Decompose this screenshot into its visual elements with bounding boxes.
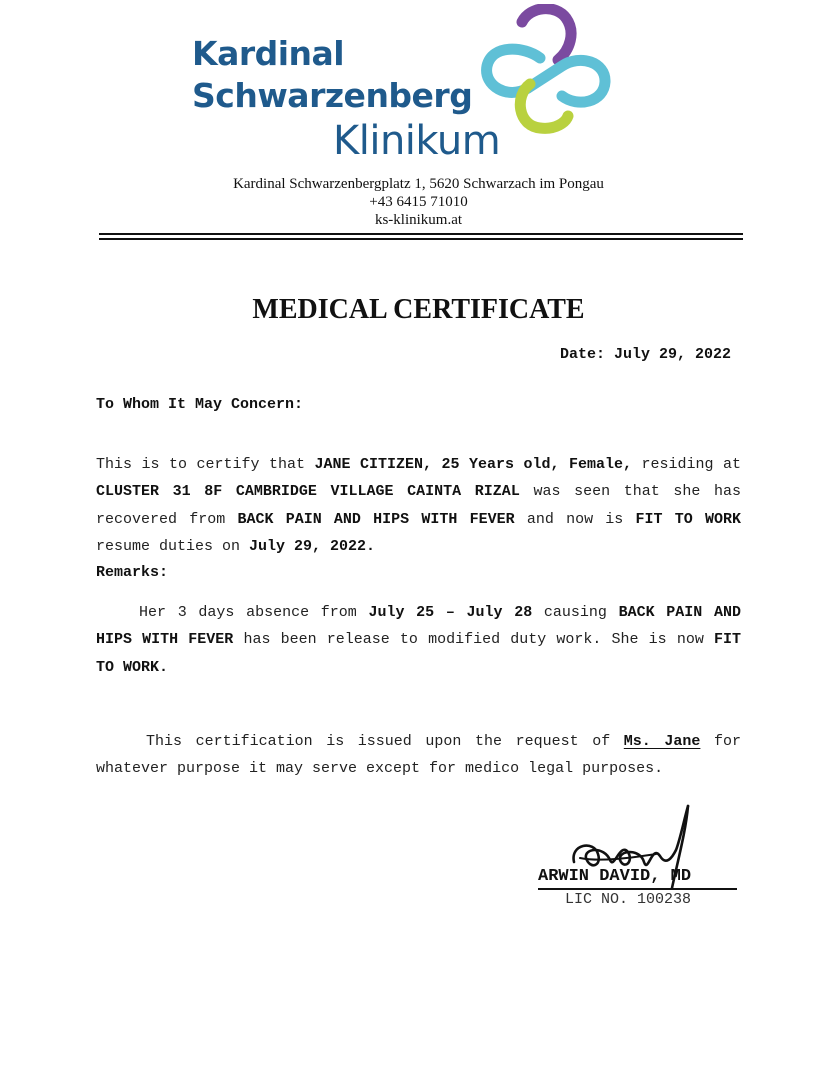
requester-name: Ms. Jane [623, 733, 701, 750]
resume-date: July 29, 2022. [249, 537, 376, 555]
text: Her 3 days absence from [139, 604, 369, 621]
logo-ribbon-blue [487, 49, 605, 102]
clinic-website: ks-klinikum.at [374, 212, 463, 228]
remarks-paragraph [96, 599, 741, 681]
diagnosis: BACK PAIN AND HIPS WITH FEVER [96, 604, 741, 649]
logo-text-kardinal: Kardinal [192, 34, 345, 73]
text: has been release to modified duty work. She is now [233, 631, 714, 649]
text: This certification is issued upon the request of [146, 733, 624, 750]
text: This is to certify that [96, 456, 315, 473]
text: for whatever purpose it may serve except for medico legal purposes. [96, 733, 742, 778]
absence-range: July 25 – July 28 [368, 604, 533, 621]
patient-address: CLUSTER 31 8F CAMBRIDGE VILLAGE CAINTA RIZAL [96, 483, 520, 501]
license-number: LIC NO. 100238 [565, 891, 692, 908]
text: and now is [514, 510, 636, 528]
text: resume duties on [96, 537, 250, 555]
text: causing [532, 604, 619, 621]
fitness-status: FIT TO WORK [635, 510, 741, 528]
clinic-address: Kardinal Schwarzenbergplatz 1, 5620 Schwarzach im Pongau [233, 176, 604, 192]
patient-details: JANE CITIZEN, 25 Years old, Female, [314, 456, 632, 473]
document-title: MEDICAL CERTIFICATE [252, 294, 585, 325]
fitness-status: FIT TO WORK. [96, 631, 741, 676]
purpose-paragraph [96, 728, 741, 783]
salutation: To Whom It May Concern: [96, 396, 304, 413]
logo-text-klinikum: Klinikum [333, 118, 501, 164]
text: was seen that she has recovered from [96, 483, 741, 528]
text: residing at [631, 456, 741, 473]
certification-paragraph [96, 451, 741, 560]
clinic-logo-icon [478, 4, 612, 136]
doctor-name: ARWIN DAVID, MD [538, 867, 692, 886]
signature-line [538, 888, 737, 890]
certificate-date: Date: July 29, 2022 [559, 346, 731, 363]
diagnosis: BACK PAIN AND HIPS WITH FEVER [237, 510, 515, 528]
remarks-label: Remarks: [96, 564, 169, 581]
clinic-phone: +43 6415 71010 [369, 194, 468, 210]
logo-text-schwarzenberg: Schwarzenberg [192, 76, 473, 115]
header-divider-bottom [99, 238, 743, 240]
header-divider-top [99, 233, 743, 235]
